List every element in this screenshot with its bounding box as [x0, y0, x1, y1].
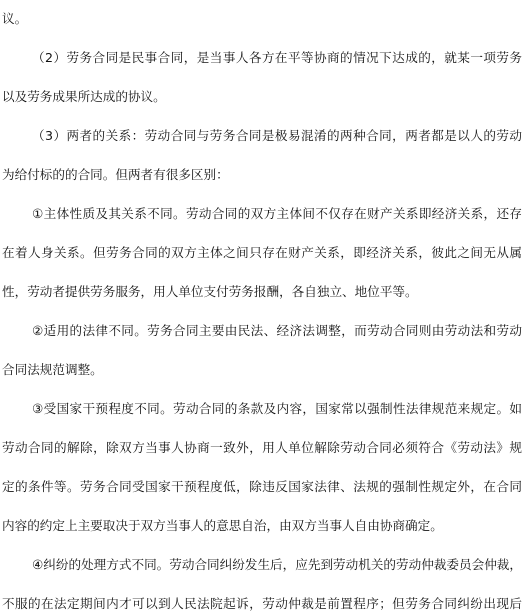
point-3-line-2: 劳动合同的解除，除双方当事人协商一致外，用人单位解除劳动合同必须符合《劳动法》规 [2, 440, 522, 455]
point-4-line-2: 不服的在法定期间内才可以到人民法院起诉，劳动仲裁是前置程序；但劳务合同纠纷出现后 [2, 596, 522, 611]
point-4-line-1: ④纠纷的处理方式不同。劳动合同纠纷发生后，应先到劳动机关的劳动仲裁委员会仲裁， [32, 557, 522, 572]
point-1-line-1: ①主体性质及其关系不同。劳动合同的双方主体间不仅存在财产关系即经济关系，还存 [32, 206, 522, 221]
point-3-line-4: 内容的约定上主要取决于双方当事人的意思自治，由双方当事人自由协商确定。 [2, 518, 443, 533]
point-3-line-1: ③受国家干预程度不同。劳动合同的条款及内容，国家常以强制性法律规范来规定。如 [32, 401, 522, 416]
point-1-line-2: 在着人身关系。但劳务合同的双方主体之间只存在财产关系，即经济关系，彼此之间无从属 [2, 245, 522, 260]
point-3-line-3: 定的条件等。劳务合同受国家干预程度低，除违反国家法律、法规的强制性规定外，在合同 [2, 479, 522, 494]
point-1-line-3: 性，劳动者提供劳务服务，用人单位支付劳务报酬，各自独立、地位平等。 [2, 284, 418, 299]
point-2-line-2: 合同法规范调整。 [2, 362, 103, 377]
text-line: 议。 [2, 11, 28, 26]
paragraph-3-line-2: 为给付标的的合同。但两者有很多区别： [2, 167, 229, 182]
point-2-line-1: ②适用的法律不同。劳务合同主要由民法、经济法调整，而劳动合同则由劳动法和劳动 [32, 323, 522, 338]
paragraph-3-line-1: （3）两者的关系：劳动合同与劳务合同是极易混淆的两种合同，两者都是以人的劳动 [32, 128, 522, 143]
paragraph-2-line-1: （2）劳务合同是民事合同，是当事人各方在平等协商的情况下达成的，就某一项劳务 [32, 50, 522, 65]
paragraph-2-line-2: 以及劳务成果所达成的协议。 [2, 89, 166, 104]
